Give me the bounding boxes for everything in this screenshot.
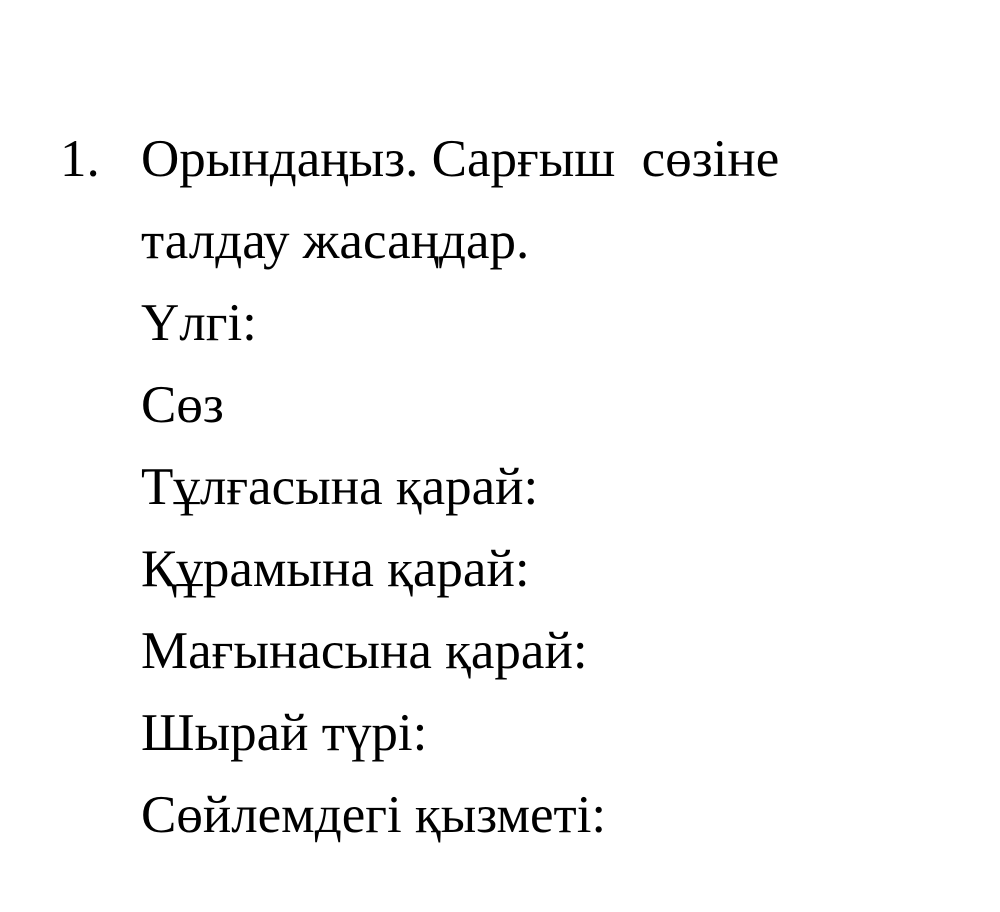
sentence-function-field: Сөйлемдегі қызметі: [141,786,607,844]
exercise-body [141,118,961,856]
composition-field: Құрамына қарай: [141,540,530,598]
sample-label: Үлгі: [141,294,257,352]
task-instruction-line-1: Орындаңыз. Сарғыш сөзіне [141,130,780,188]
form-field: Тұлғасына қарай: [141,458,539,516]
list-number: 1. [60,130,100,188]
degree-field: Шырай түрі: [141,704,428,762]
word-field: Сөз [141,376,224,434]
meaning-field: Мағынасына қарай: [141,622,588,680]
task-instruction-line-2: талдау жасаңдар. [141,212,530,270]
